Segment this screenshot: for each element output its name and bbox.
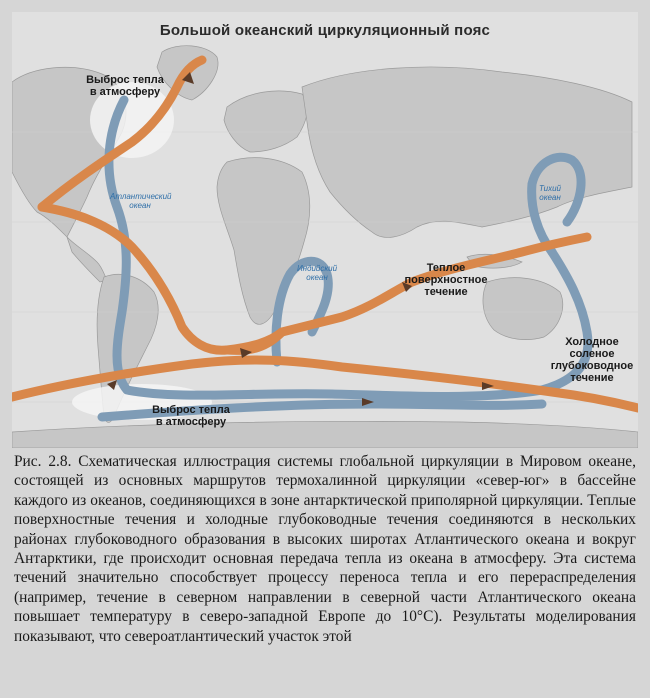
indian-ocean-label bbox=[292, 264, 342, 282]
label-line: в атмосферу bbox=[155, 416, 227, 428]
circulation-figure bbox=[12, 12, 638, 448]
pacific-ocean-label bbox=[530, 184, 570, 202]
label-line: Теплое bbox=[426, 262, 466, 274]
label-line: Выброс тепла bbox=[152, 404, 230, 416]
figure-caption: Рис. 2.8. Схематическая иллюстрация системы глобальной циркуляции в Мировом океане, состоящей из основных маршрутов термохалинной циркуляции «север-юг» в бассейне каждого из океанов, соединяющихся в зоне антарктической приполярной циркуляции. Теплые поверхностные течения и холодные глубоководные течения соединяются в нескольких районах глубоководного образования в высоких широтах Атлантического океана и вокруг Антарктики, где происходит основная передача тепла из океана в атмосферу. Эта система течений значительно способствует процессу переноса тепла и его перераспределения (например, течение в северном направлении в северной части Атлантического океана повышает температуру в северо-западной Европе до 10°С). Результаты моделирования показывают, что североатлантический участок этой bbox=[14, 453, 636, 645]
cold-current-label bbox=[547, 336, 637, 384]
warm-current-label bbox=[396, 262, 496, 298]
label-line: течение bbox=[570, 372, 614, 384]
label-line: поверхностное bbox=[404, 274, 488, 286]
ocean-line: Атлантический bbox=[110, 192, 172, 201]
ocean-line: океан bbox=[129, 201, 151, 210]
label-line: Холодное bbox=[565, 336, 619, 348]
ocean-line: Тихий bbox=[539, 184, 561, 193]
heat-release-north-label bbox=[70, 74, 180, 98]
label-line: течение bbox=[424, 286, 468, 298]
map-title: Большой океанский циркуляционный пояс bbox=[159, 22, 491, 39]
label-line: глубоководное bbox=[550, 360, 634, 372]
ocean-line: океан bbox=[306, 273, 328, 282]
atlantic-ocean-label bbox=[110, 192, 170, 210]
label-line: в атмосферу bbox=[89, 86, 161, 98]
heat-release-south-label bbox=[136, 404, 246, 428]
label-line: Выброс тепла bbox=[86, 74, 164, 86]
label-line: соленое bbox=[569, 348, 615, 360]
ocean-line: Индийский bbox=[296, 264, 338, 273]
ocean-line: океан bbox=[539, 193, 561, 202]
